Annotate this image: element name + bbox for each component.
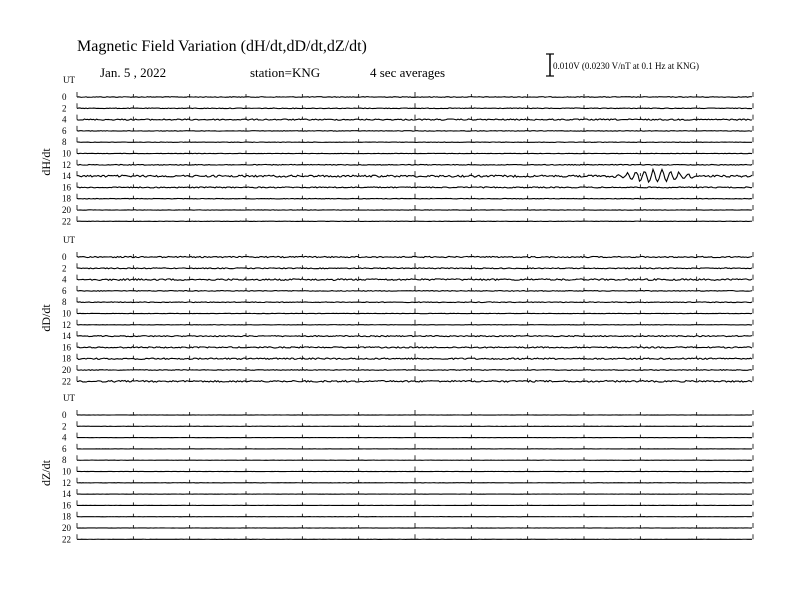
row-label-10ut: 10 (62, 148, 71, 159)
row-label-2ut: 2 (62, 421, 67, 432)
ut-axis-label: UT (63, 75, 75, 85)
row-label-0ut: 0 (62, 410, 67, 420)
row-label-14ut: 14 (62, 489, 71, 500)
row-label-18ut: 18 (62, 193, 71, 204)
averaging-label: 4 sec averages (370, 65, 446, 80)
component-axis-label: dH/dt (39, 148, 53, 176)
row-label-2ut: 2 (62, 103, 67, 114)
trace-dDdt-row-18 (77, 358, 752, 359)
row-label-22ut: 22 (62, 534, 71, 545)
row-label-2ut: 2 (62, 263, 67, 274)
scale-bar-label: 0.010V (0.0230 V/nT at 0.1 Hz at KNG) (553, 61, 699, 71)
trace-dDdt-row-8 (77, 302, 752, 303)
row-label-4ut: 4 (62, 432, 67, 443)
row-label-6ut: 6 (62, 443, 67, 454)
row-label-12ut: 12 (62, 319, 71, 330)
row-label-14ut: 14 (62, 171, 71, 182)
trace-dHdt-row-4 (77, 119, 752, 120)
row-label-8ut: 8 (62, 297, 67, 308)
trace-dDdt-row-4 (77, 279, 752, 281)
row-label-16ut: 16 (62, 182, 71, 193)
row-label-0ut: 0 (62, 252, 67, 262)
trace-dHdt-row-6 (77, 131, 752, 132)
trace-dDdt-row-2 (77, 268, 752, 269)
trace-dHdt-row-14 (77, 169, 752, 182)
row-label-22ut: 22 (62, 216, 71, 227)
row-label-4ut: 4 (62, 114, 67, 125)
component-axis-label: dZ/dt (39, 460, 53, 486)
row-label-10ut: 10 (62, 308, 71, 319)
trace-dDdt-row-14 (77, 336, 752, 337)
trace-dDdt-row-20 (77, 370, 752, 371)
trace-dHdt-row-2 (77, 108, 752, 109)
row-label-20ut: 20 (62, 365, 71, 375)
row-label-8ut: 8 (62, 137, 67, 148)
station-label: station=KNG (250, 65, 321, 80)
chart-title: Magnetic Field Variation (dH/dt,dD/dt,dZ/dt) (77, 38, 367, 55)
row-label-18ut: 18 (62, 353, 71, 364)
row-label-16ut: 16 (62, 500, 71, 511)
row-label-14ut: 14 (62, 331, 71, 342)
ut-axis-label: UT (63, 235, 75, 245)
trace-dDdt-row-0 (77, 256, 752, 257)
trace-dHdt-row-16 (77, 187, 752, 188)
row-label-6ut: 6 (62, 125, 67, 136)
ut-axis-label: UT (63, 393, 75, 403)
trace-dDdt-row-16 (77, 347, 752, 348)
date-label: Jan. 5 , 2022 (100, 65, 167, 80)
row-label-12ut: 12 (62, 477, 71, 488)
trace-dHdt-row-12 (77, 164, 752, 165)
trace-dDdt-row-6 (77, 291, 752, 292)
row-label-6ut: 6 (62, 285, 67, 296)
row-label-20ut: 20 (62, 523, 71, 533)
row-label-12ut: 12 (62, 159, 71, 170)
trace-dHdt-row-0 (77, 97, 752, 98)
row-label-4ut: 4 (62, 274, 67, 285)
trace-dDdt-row-22 (77, 380, 752, 382)
row-label-22ut: 22 (62, 376, 71, 387)
component-axis-label: dD/dt (39, 304, 53, 332)
row-label-10ut: 10 (62, 466, 71, 477)
row-label-16ut: 16 (62, 342, 71, 353)
row-label-20ut: 20 (62, 205, 71, 215)
trace-dHdt-row-18 (77, 198, 752, 199)
row-label-8ut: 8 (62, 455, 67, 466)
row-label-0ut: 0 (62, 92, 67, 102)
row-label-18ut: 18 (62, 511, 71, 522)
